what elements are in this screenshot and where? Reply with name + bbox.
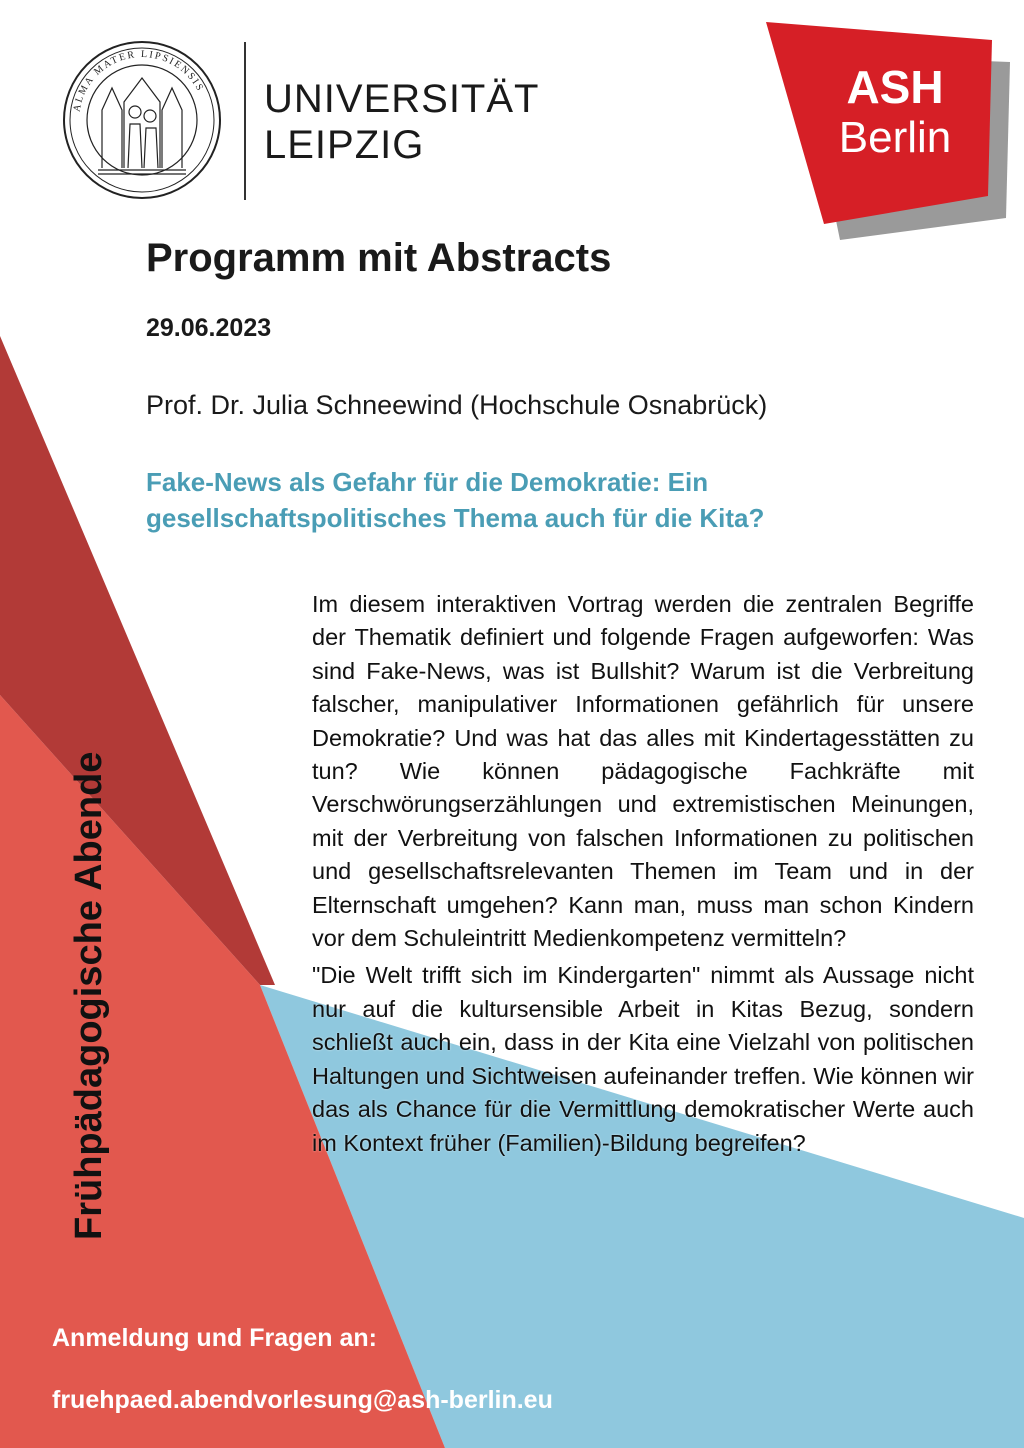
talk-title-line1: Fake-News als Gefahr für die Demokratie: Ein: [146, 467, 709, 497]
svg-text:ALMA MATER LIPSIENSIS: [71, 49, 205, 113]
seal-ring-text: ALMA MATER LIPSIENSIS: [71, 48, 206, 113]
ash-logo-line1: ASH: [846, 61, 944, 113]
page-title: Programm mit Abstracts: [146, 236, 612, 280]
talk-title: [146, 464, 966, 536]
contact-label: Anmeldung und Fragen an:: [52, 1324, 377, 1352]
speaker-name: Prof. Dr. Julia Schneewind (Hochschule Osnabrück): [146, 390, 768, 420]
contact-email-link[interactable]: fruehpaed.abendvorlesung@ash-berlin.eu: [52, 1386, 553, 1414]
logo-divider: [244, 42, 246, 200]
event-date: 29.06.2023: [146, 314, 272, 342]
ash-logo-text: [820, 61, 970, 162]
abstract-paragraph-1: Im diesem interaktiven Vortrag werden die zentralen Begriffe der Thematik definiert und folgende Fragen aufgeworfen: Was sind Fake-News, was ist Bullshit? Warum ist die Verbreitung falscher, manipulativer Informationen gefährlich für unsere Demokratie? Und was hat das alles mit Kindertagesstätten zu tun? Wie können pädagogische Fachkräfte mit Verschwörungserzählungen und extremistischen Meinungen, mit der Verbreitung von falschen Informationen zu politischen und gesellschaftsrelevanten Themen im Team und in der Elternschaft umgehen? Kann man, muss man schon Kindern vor dem Schuleintritt Medienkompetenz vermitteln?: [312, 591, 974, 952]
university-name-line1: UNIVERSITÄT: [264, 77, 540, 121]
university-seal-logo: [62, 40, 222, 200]
abstract-paragraph-2: "Die Welt trifft sich im Kindergarten" nimmt als Aussage nicht nur auf die kultursensible Arbeit in Kitas Bezug, sondern schließt auch ein, dass in der Kita eine Vielzahl von politischen Haltungen und Sichtweisen aufeinander treffen. Wie können wir das als Chance für die Vermittlung demokratischer Werte auch im Kontext früher (Familien)-Bildung begreifen?: [312, 962, 974, 1156]
abstract-text: [312, 588, 974, 1164]
ash-logo-line2: Berlin: [838, 113, 952, 162]
university-name-line2: LEIPZIG: [264, 123, 425, 167]
talk-title-line2: gesellschaftspolitisches Thema auch für die Kita?: [146, 503, 765, 533]
series-title-vertical: Frühpädagogische Abende: [68, 751, 110, 1240]
university-wordmark: [264, 76, 539, 168]
